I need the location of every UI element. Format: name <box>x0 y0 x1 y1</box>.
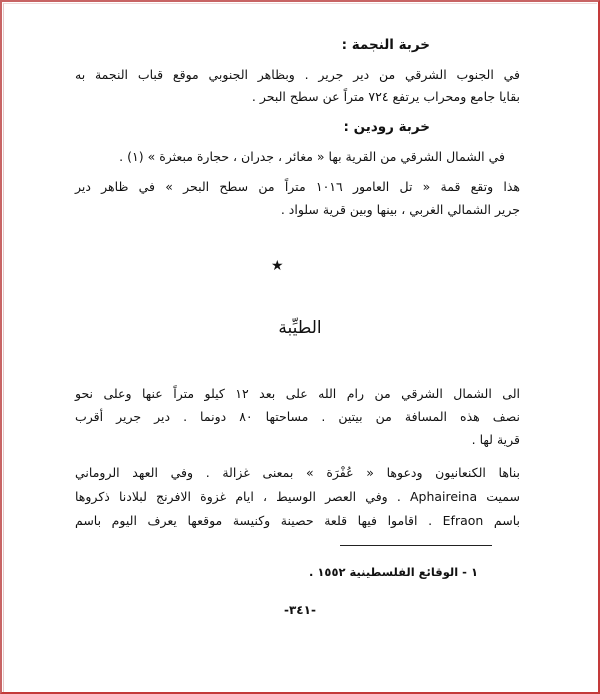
paragraph-line: بقايا جامع ومحراب يرتفع ٧٢٤ متراً عن سطح البحر . <box>251 89 520 104</box>
separator-star-icon: ★ <box>271 258 284 274</box>
paragraph-line: في الجنوب الشرقي من دير جرير . وبظاهر الجنوبي موقع قباب النجمة به <box>75 67 520 82</box>
footnote-divider <box>340 545 492 546</box>
section-title: الطيِّبة <box>278 318 322 338</box>
paragraph-line: بناها الكنعانيون ودعوها « عُفْرَة » بمعنى غزالة . وفي العهد الروماني <box>75 465 520 480</box>
heading-khirbet-najma: خربة النجمة : <box>341 37 430 53</box>
page-inner-edge <box>3 3 597 692</box>
paragraph-line: في الشمال الشرقي من القرية بها « مغائر ، جدران ، حجارة مبعثرة » (١) . <box>119 149 505 164</box>
paragraph-line: جرير الشمالي الغربي ، بينها وبين قرية سلواد . <box>280 202 520 217</box>
footnote: ١ - الوقائع الفلسطينية ١٥٥٢ . <box>309 565 478 579</box>
paragraph-line: هذا وتقع قمة « تل العامور ١٠١٦ متراً من سطح البحر » في ظاهر دير <box>75 179 520 194</box>
paragraph-line: باسم Efraon . اقاموا فيها قلعة حصينة وكنيسة موقعها يعرف اليوم باسم <box>75 513 520 528</box>
heading-khirbet-rudin: خربة رودين : <box>343 119 430 135</box>
paragraph-line: قرية لها . <box>471 432 520 447</box>
paragraph-line: نصف هذه المسافة من بيتين . مساحتها ٨٠ دونما . دير جرير أقرب <box>75 409 521 424</box>
page-number: -٣٤١- <box>284 603 316 617</box>
paragraph-line: الى الشمال الشرقي من رام الله على بعد ١٢ كيلو متراً عنها وعلى نحو <box>75 386 520 401</box>
paragraph-line: سميت Aphaireina . وفي العصر الوسيط ، ايام غزوة الافرنج لبلادنا ذكروها <box>75 489 520 504</box>
